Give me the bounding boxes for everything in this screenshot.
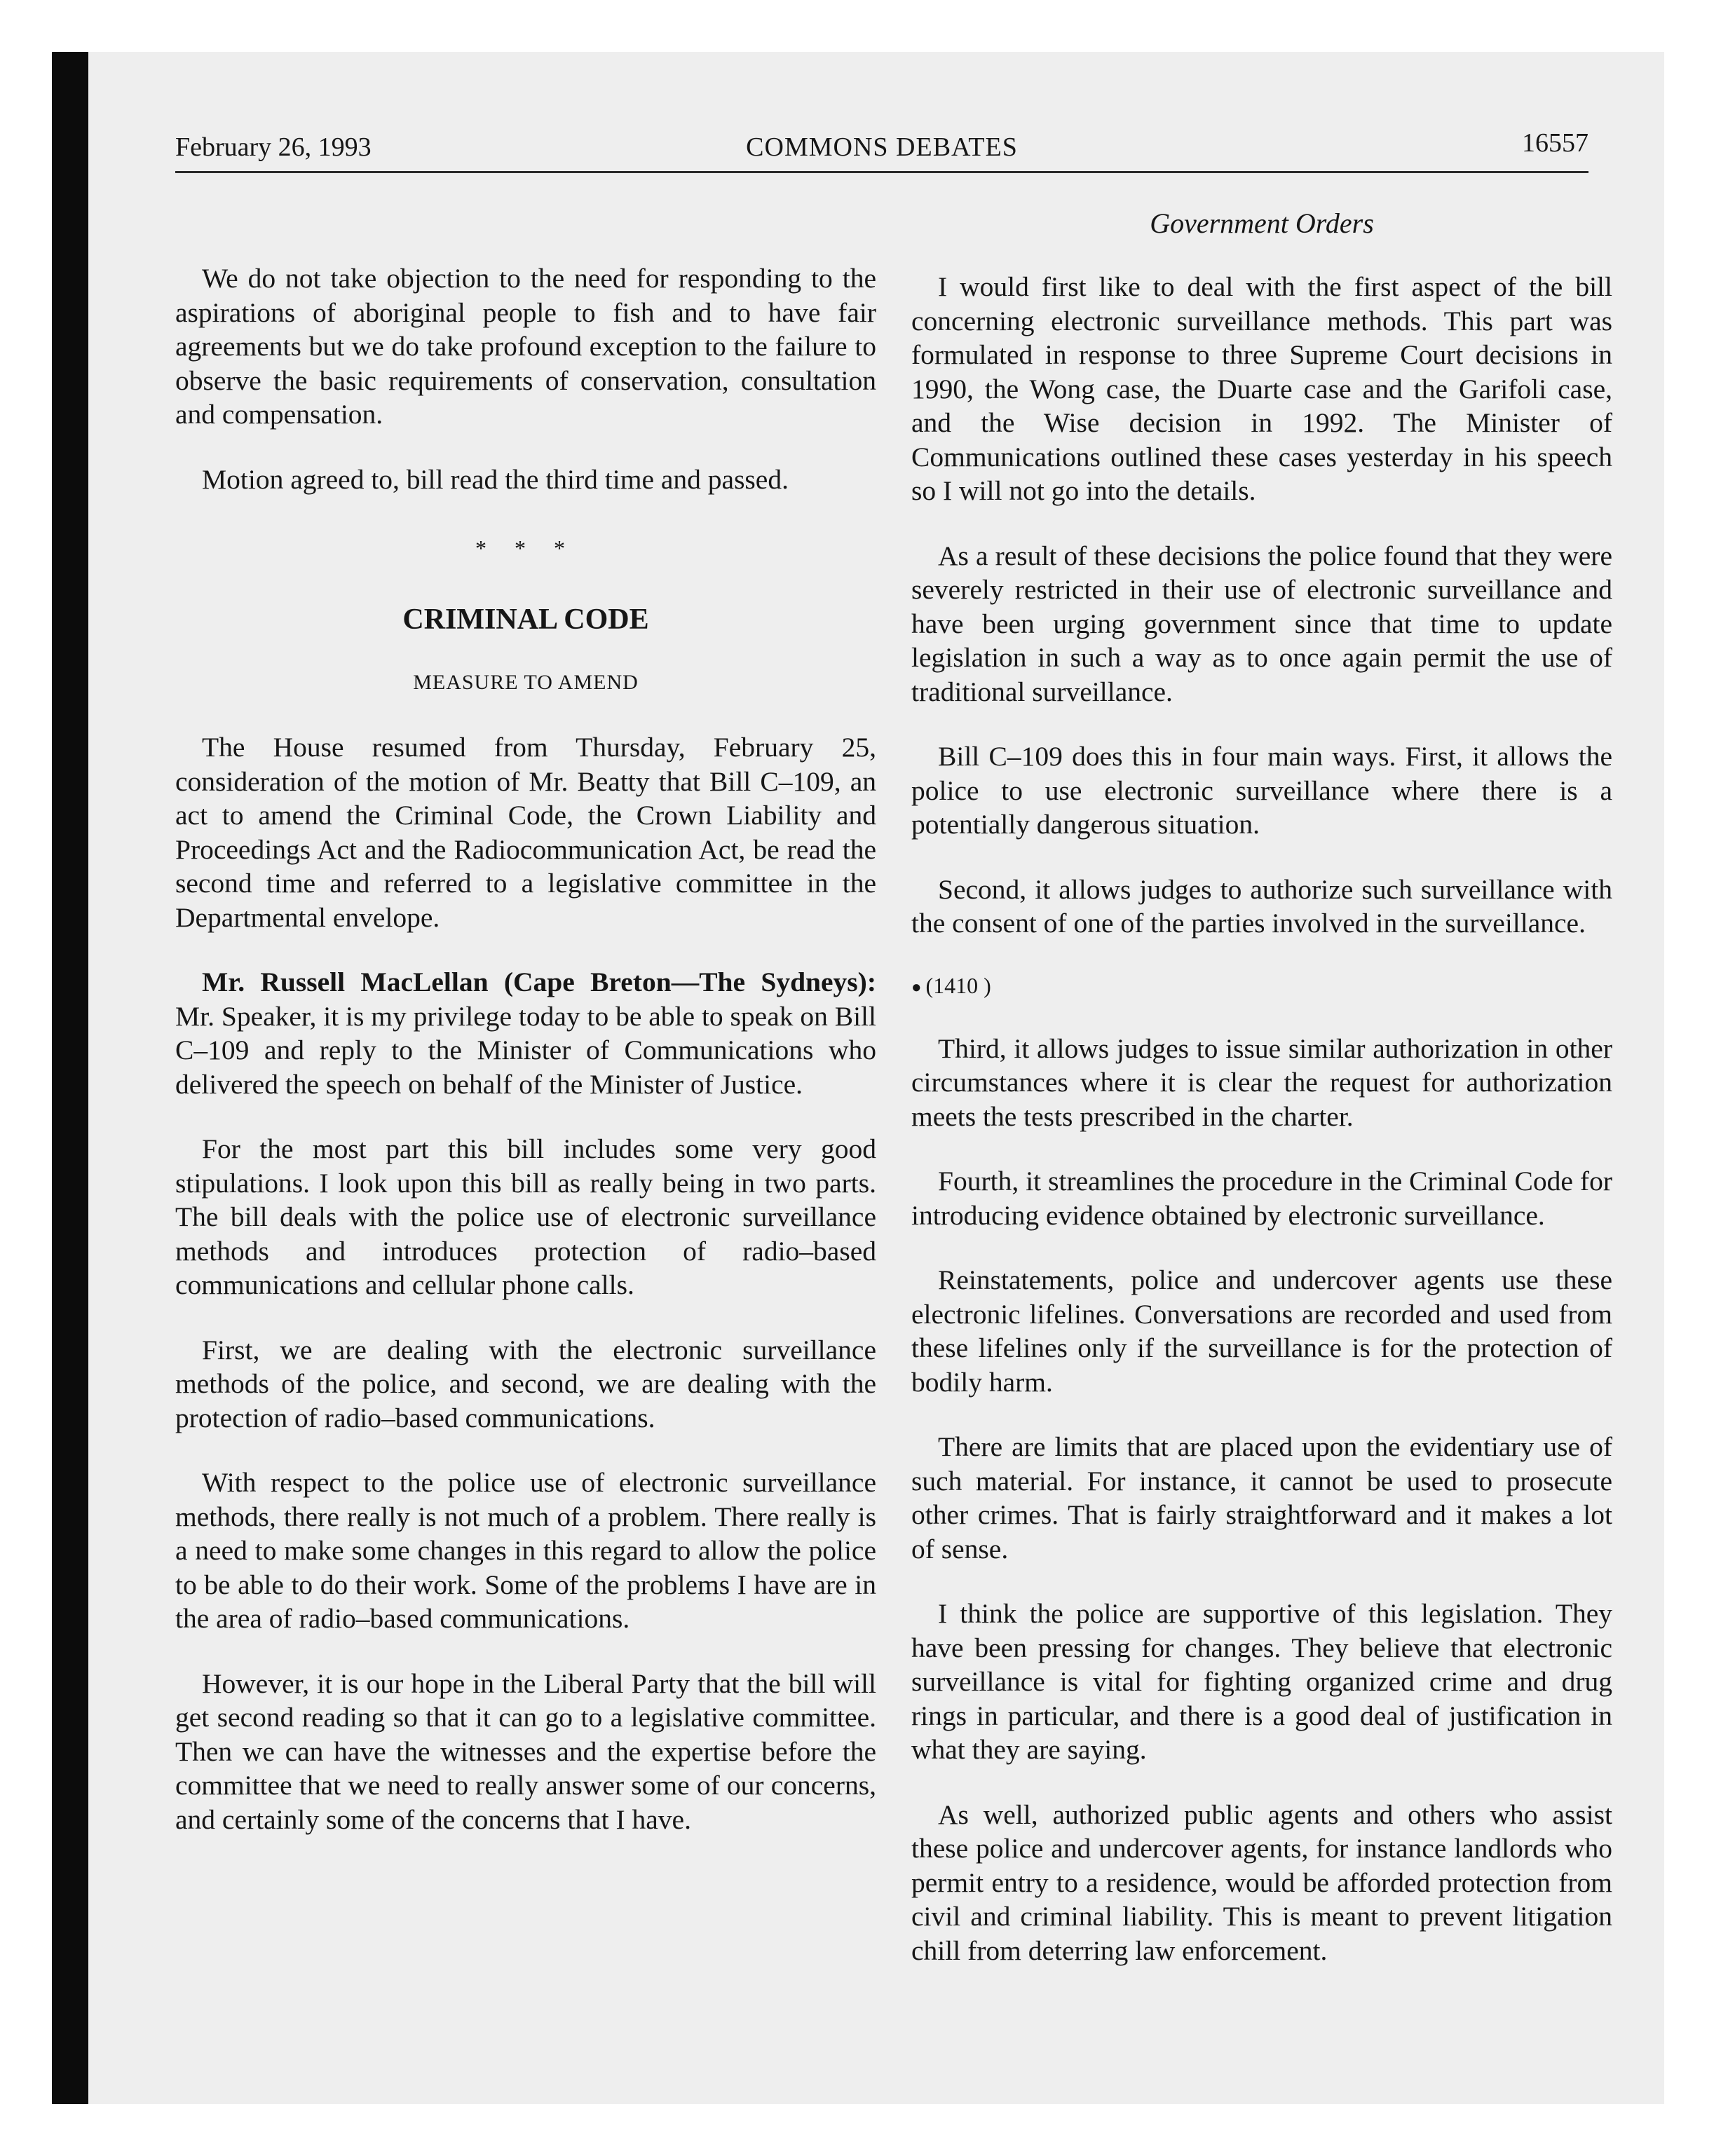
running-head: Government Orders (1150, 207, 1374, 239)
paragraph: We do not take objection to the need for responding to the aspirations of aboriginal people to fish and to have fair agreements but we do take profound exception to the failure to observe the basic requirements of conservation, consultation and compensation. (175, 263, 876, 430)
speaker-name: Mr. Russell MacLellan (Cape Breton—The Sydneys): (202, 967, 876, 997)
page-number: 16557 (1522, 128, 1588, 158)
speaker-paragraph (175, 965, 876, 1101)
paragraph: However, it is our hope in the Liberal Party that the bill will get second reading so that it can go to a legislative committee. Then we can have the witnesses and the expertise before the committee that we need to really answer some of our concerns, and certainly some of the concerns that I have. (175, 1667, 876, 1835)
motion-result: Motion agreed to, bill read the third time and passed. (202, 463, 789, 495)
scan-edge-bar (52, 52, 88, 2104)
timestamp (911, 969, 1612, 1001)
section-subheading: MEASURE TO AMEND (413, 671, 639, 694)
header-rule (175, 171, 1588, 173)
paragraph: Reinstatements, police and undercover agents use these electronic lifelines. Conversations are recorded and used from these lifelines only if the surveillance is for the protection of bodily harm. (911, 1264, 1612, 1398)
paragraph: Third, it allows judges to issue similar authorization in other circumstances where it is clear the request for authorization meets the tests prescribed in the charter. (911, 1032, 1612, 1132)
paragraph: First, we are dealing with the electronic surveillance methods of the police, and second, we are dealing with the protection of radio–based communications. (175, 1334, 876, 1433)
paragraph: As well, authorized public agents and others who assist these police and undercover agents, for instance landlords who permit entry to a residence, would be afforded protection from civil and criminal liability. This is meant to prevent litigation chill from deterring law enforcement. (911, 1799, 1612, 1966)
left-column (175, 207, 876, 1836)
paragraph: Fourth, it streamlines the procedure in the Criminal Code for introducing evidence obtained by electronic surveillance. (911, 1166, 1612, 1231)
timestamp-text: (1410 ) (925, 972, 991, 998)
header-title: COMMONS DEBATES (746, 132, 1018, 162)
paragraph: I would first like to deal with the first aspect of the bill concerning electronic surveillance methods. This part was formulated in response to three Supreme Court decisions in 1990, the Wong case, the Duarte case and the Garifoli case, and the Wise decision in 1992. The Minister of Communications outlined these cases yesterday in his speech so I will not go into the details. (911, 271, 1612, 506)
paragraph: With respect to the police use of electronic surveillance methods, there really is not much of a problem. There really is a need to make some changes in this regard to allow the police to be able to do their work. Some of the problems I have are in the area of radio–based communications. (175, 1467, 876, 1634)
speaker-text: Mr. Speaker, it is my privilege today to be able to speak on Bill C–109 and reply to the Minister of Communications who delivered the speech on behalf of the Minister of Justice. (175, 1000, 876, 1100)
section-separator: * * * (475, 535, 576, 561)
bullet-icon: ● (911, 978, 922, 997)
header-date: February 26, 1993 (175, 132, 372, 162)
paragraph: Bill C–109 does this in four main ways. First, it allows the police to use electronic surveillance where there is a potentially dangerous situation. (911, 741, 1612, 840)
right-column (911, 207, 1612, 1967)
paragraph: For the most part this bill includes some very good stipulations. I look upon this bill as really being in two parts. The bill deals with the police use of electronic surveillance methods and introduces protection of radio–based communications and cellular phone calls. (175, 1133, 876, 1300)
page-header (175, 128, 1588, 171)
paragraph: I think the police are supportive of this legislation. They have been pressing for changes. They believe that electronic surveillance is vital for fighting organized crime and drug rings in particular, and there is a good deal of justification in what they are saying. (911, 1598, 1612, 1765)
section-heading: CRIMINAL CODE (402, 603, 649, 636)
paragraph: There are limits that are placed upon the evidentiary use of such material. For instance, it cannot be used to prosecute other crimes. That is fairly straightforward and it makes a lot of sense. (911, 1431, 1612, 1564)
paragraph: Second, it allows judges to authorize such surveillance with the consent of one of the parties involved in the surveillance. (911, 873, 1612, 939)
paragraph: The House resumed from Thursday, February 25, consideration of the motion of Mr. Beatty that Bill C–109, an act to amend the Criminal Code, the Crown Liability and Proceedings Act and the Radiocommunication Act, be read the second time and referred to a legislative committee in the Departmental envelope. (175, 732, 876, 933)
paragraph: As a result of these decisions the police found that they were severely restricted in their use of electronic surveillance and have been urging government since that time to update legislation in such a way as to once again permit the use of traditional surveillance. (911, 540, 1612, 707)
